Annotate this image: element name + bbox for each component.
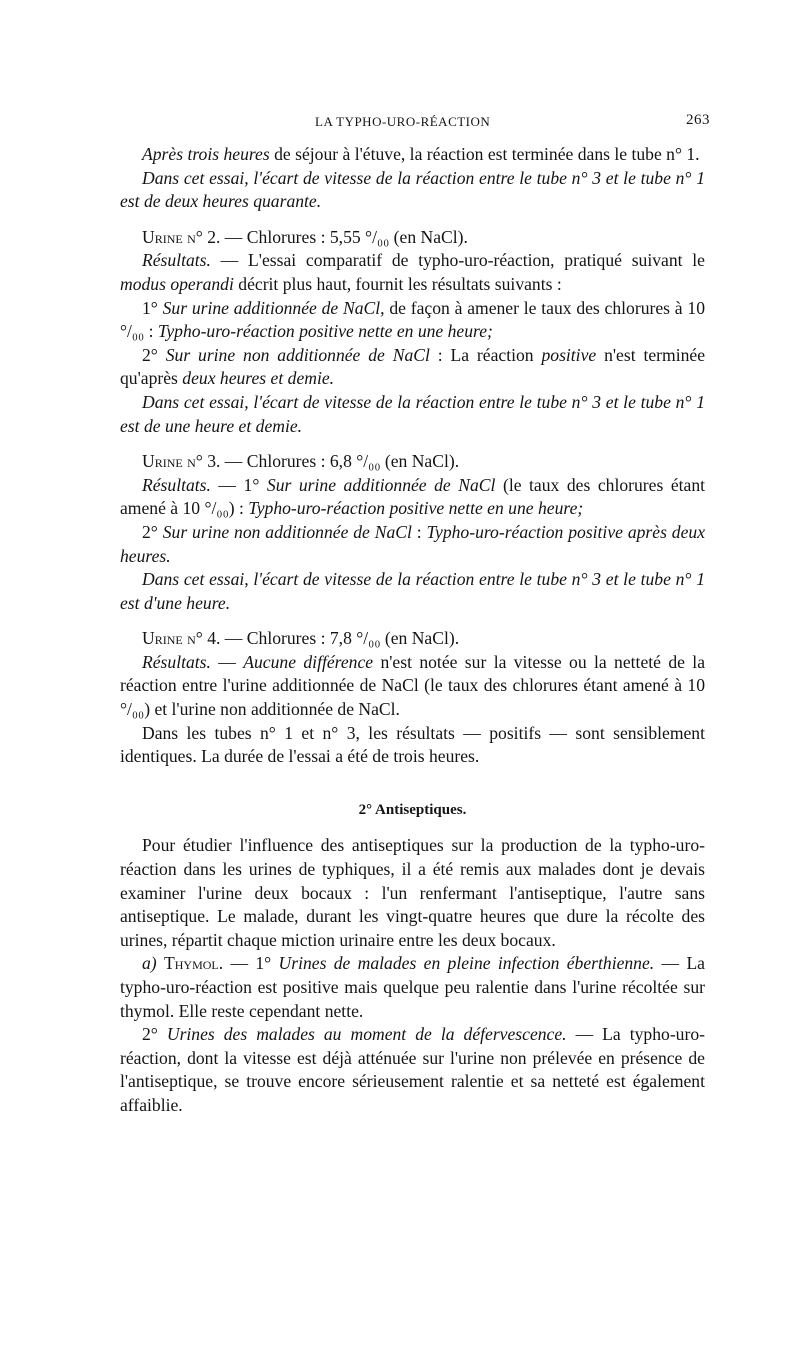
- paragraph: [120, 521, 705, 568]
- text-run: décrit plus haut, fournit les résultats suivants :: [233, 273, 562, 294]
- paragraph: [120, 297, 705, 344]
- italic-text: Sur urine additionnée de NaCl: [266, 474, 496, 495]
- italic-text: Typho-uro-réaction positive nette en une heure;: [248, 498, 584, 519]
- text-run: —: [210, 651, 244, 672]
- text-run: (le taux des chlorures étant amené à 10 °/₀₀) :: [120, 474, 706, 519]
- paragraph: [120, 167, 705, 214]
- small-caps-text: Thymol.: [163, 953, 224, 974]
- urine-label: Urine n° 3.: [142, 451, 221, 472]
- paragraph: [120, 344, 705, 391]
- italic-text: Urines des malades au moment de la défervescence.: [166, 1024, 567, 1045]
- text-run: 2°: [142, 521, 163, 542]
- italic-text: Typho-uro-réaction positive après deux heures.: [120, 521, 705, 566]
- paragraph: [120, 1023, 705, 1117]
- page-number: 263: [686, 112, 710, 128]
- text-run: n'est notée sur la vitesse ou la netteté de la réaction entre l'urine additionnée de NaCl (le taux des chlorures étant amené à 10 °/₀₀) et l'urine non additionnée de NaCl.: [120, 651, 705, 720]
- text-run: — La typho-uro-réaction est positive mais quelque peu ralentie dans l'urine récoltée sur thymol. Elle reste cependant nette.: [120, 953, 705, 1021]
- italic-text: Sur urine non additionnée de NaCl: [162, 521, 412, 542]
- italic-text: a): [142, 953, 164, 974]
- page-header: [120, 110, 710, 134]
- text-run: :: [411, 521, 427, 542]
- text-run: : La réaction: [429, 344, 542, 365]
- italic-text: Aucune différence: [243, 651, 374, 672]
- text-run: de façon à amener le taux des chlorures à 10 °/₀₀ :: [120, 297, 705, 342]
- text-run: n'est terminée qu'après: [120, 344, 705, 389]
- text-run: — 1°: [210, 474, 267, 495]
- paragraph: [120, 143, 705, 167]
- text-run: — La typho-uro-réaction, dont la vitesse est déjà atténuée sur l'urine non prélevée en présence de l'antiseptique, se trouve encore sérieusement ralentie et sa netteté est également affaiblie.: [120, 1024, 705, 1115]
- text-run: — Chlorures : 6,8 °/₀₀ (en NaCl).: [220, 451, 460, 472]
- paragraph: [120, 952, 705, 1023]
- italic-text: modus operandi: [120, 273, 234, 294]
- italic-text: Typho-uro-réaction positive nette en une heure;: [157, 321, 493, 342]
- italic-text: Dans cet essai, l'écart de vitesse de la réaction entre le tube n° 3 et le tube n° 1 est d'une heure.: [120, 569, 705, 613]
- paragraph: [120, 568, 705, 615]
- italic-text: Résultats.: [142, 474, 211, 495]
- paragraph: [120, 651, 705, 722]
- italic-text: Sur urine non additionnée de NaCl: [165, 344, 430, 365]
- text-run: 2°: [142, 344, 166, 365]
- italic-text: Résultats.: [142, 250, 211, 271]
- paragraph: [120, 474, 705, 521]
- paragraph: [120, 249, 705, 296]
- text-run: 2°: [142, 1024, 167, 1045]
- text-run: — L'essai comparatif de typho-uro-réaction, pratiqué suivant le: [210, 250, 705, 271]
- italic-text: Résultats.: [142, 651, 211, 672]
- text-run: de séjour à l'étuve, la réaction est terminée dans le tube n° 1.: [269, 144, 700, 164]
- paragraph: [120, 391, 705, 438]
- text-run: 1°: [142, 297, 163, 318]
- urine-heading: [120, 226, 705, 250]
- urine-heading: [120, 627, 705, 651]
- paragraph: Dans les tubes n° 1 et n° 3, les résultats — positifs — sont sensiblement identiques. La durée de l'essai a été de trois heures.: [120, 722, 705, 767]
- running-title: LA TYPHO-URO-RÉACTION: [315, 114, 491, 129]
- urine-heading: [120, 450, 705, 474]
- body-text: [120, 143, 705, 1118]
- italic-text: Dans cet essai, l'écart de vitesse de la réaction entre le tube n° 3 et le tube n° 1 est de une heure et demie.: [120, 391, 705, 436]
- text-run: — Chlorures : 7,8 °/₀₀ (en NaCl).: [220, 628, 460, 649]
- urine-label: Urine n° 2.: [142, 226, 221, 247]
- text-run: — 1°: [223, 953, 279, 974]
- italic-text: Sur urine additionnée de NaCl,: [162, 297, 385, 318]
- text-run: — Chlorures : 5,55 °/₀₀ (en NaCl).: [220, 226, 468, 247]
- urine-label: Urine n° 4.: [142, 628, 221, 649]
- paragraph: Pour étudier l'influence des antiseptiques sur la production de la typho-uro-réaction dans les urines de typhiques, il a été remis aux malades dont je devais examiner l'urine deux bocaux : l'un renfermant l'antiseptique, l'autre sans antiseptique. Le malade, durant les vingt-quatre heures que dure la récolte des urines, répartit chaque miction urinaire entre les deux bocaux.: [120, 835, 705, 950]
- section-title: 2° Antiseptiques.: [358, 801, 467, 818]
- italic-text: deux heures et demie.: [182, 368, 335, 389]
- italic-text: Urines de malades en pleine infection éberthienne.: [278, 953, 655, 974]
- italic-text: positive: [541, 344, 597, 365]
- italic-text: Après trois heures: [142, 144, 270, 164]
- italic-text: Dans cet essai, l'écart de vitesse de la réaction entre le tube n° 3 et le tube n° 1 est de deux heures quarante.: [120, 167, 705, 212]
